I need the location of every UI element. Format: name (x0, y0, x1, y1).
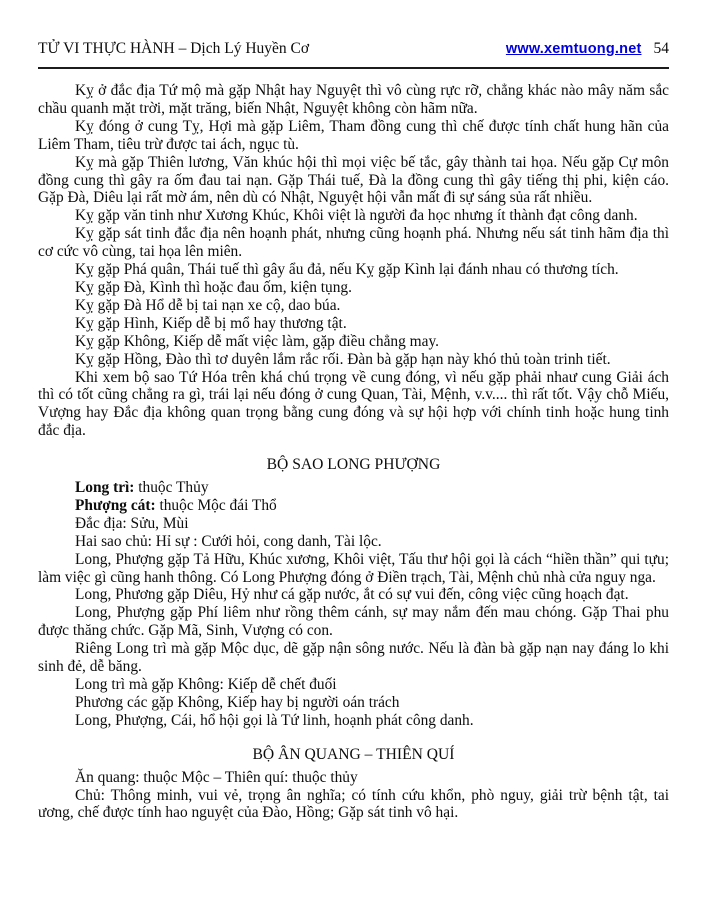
paragraph: Long trì: thuộc Thủy (75, 479, 209, 497)
paragraph: Kỵ gặp Không, Kiếp dễ mất việc làm, gặp điều chẳng may. (75, 332, 439, 350)
section-heading: BỘ SAO LONG PHƯỢNG (266, 456, 441, 474)
paragraph: Kỵ gặp Đà, Kình thì hoặc đau ốm, kiện tụng. (75, 278, 352, 296)
header-right (506, 40, 669, 58)
paragraph: Phương các gặp Không, Kiếp hay bị người oán trách (75, 693, 400, 711)
website-link[interactable]: www.xemtuong.net (505, 41, 642, 57)
paragraph: Ăn quang: thuộc Mộc – Thiên quí: thuộc thủy (75, 768, 358, 786)
paragraph: Long trì mà gặp Không: Kiếp dễ chết đuối (75, 676, 337, 693)
paragraph: Kỵ ở đắc địa Tứ mộ mà gặp Nhật hay Nguyệt thì vô cùng rực rỡ, chẳng khác nào mây năm sắc chầu quanh mặt trời, mặt trăng, biến Nhật, Nguyệt không còn hãm nữa. (38, 82, 669, 117)
book-title: TỬ VI THỰC HÀNH – Dịch Lý Huyền Cơ (38, 40, 310, 57)
section-heading: BỘ ÂN QUANG – THIÊN QUÍ (252, 745, 455, 763)
paragraph: Kỵ gặp Phá quân, Thái tuế thì gây ẩu đả, nếu Kỵ gặp Kình lại đánh nhau có thương tích. (75, 261, 619, 279)
paragraph: Kỵ gặp Hồng, Đào thì tơ duyên lắm rắc rối. Đàn bà gặp hạn này khó thủ toàn trinh tiết. (75, 350, 611, 368)
paragraph: Hai sao chủ: Hỉ sự : Cưới hỏi, cong danh, Tài lộc. (75, 532, 382, 550)
paragraph: Phượng cát: thuộc Mộc đái Thổ (75, 496, 277, 514)
paragraph: Kỵ gặp văn tinh như Xương Khúc, Khôi việt là người đa học nhưng ít thành đạt công danh. (75, 207, 638, 225)
paragraph: Đắc địa: Sửu, Mùi (75, 514, 189, 532)
header-divider (38, 67, 669, 69)
page-number: 54 (653, 40, 669, 57)
paragraph: Kỵ gặp sát tinh đắc địa nên hoạnh phát, nhưng cũng hoạnh phá. Nhưng nếu sát tinh hãm địa thì cơ cức vô cùng, tai họa lên miên. (38, 225, 669, 261)
paragraph: Long, Phượng gặp Phí liêm như rồng thêm cánh, sự may nắm đến mau chóng. Gặp Thai phu được thăng chức. Gặp Mã, Sinh, Vượng có con. (38, 604, 669, 640)
paragraph: Khi xem bộ sao Tứ Hóa trên khá chú trọng về cung đóng, vì nếu gặp phải nhaư cung Giải ách thì có tốt cũng chẳng ra gì, trái lại nếu đóng ở cung Quan, Tài, Mệnh, v.v.... thì rất tốt. Vậy chỗ Miếu, Vượng hay Đắc địa không quan trọng bằng cung đóng và sự hội hợp với chính tinh hoặc hung tinh đắc địa. (38, 368, 669, 440)
paragraph: Kỵ mà gặp Thiên lương, Văn khúc hội thì mọi việc bế tắc, gây thành tai họa. Nếu gặp Cự môn đồng cung thì gây ra ốm đau tai nạn. Gặp Thái tuế, Đà la đồng cung thì gây tiếng thị phi, kiện cáo. Gặp Đà, Diêu lại rất mờ ám, nên dù có Nhật, Nguyệt hội vẫn mất đi sự sáng sủa rất nhiều. (38, 153, 669, 207)
paragraph: Chủ: Thông minh, vui vẻ, trọng ân nghĩa; có tính cứu khổn, phò nguy, giải trừ bệnh tật, tai ương, chế được tính hao nguyệt của Đào, Hồng; Gặp sát tinh vô hại. (38, 786, 669, 822)
paragraph: Kỵ đóng ở cung Tỵ, Hợi mà gặp Liêm, Tham đồng cung thì chế được tính chất hung hãn của Liêm Tham, tiêu trừ được tai ách, ngục tù. (38, 117, 669, 153)
paragraph: Long, Phượng gặp Tả Hữu, Khúc xương, Khôi việt, Tấu thư hội gọi là cách “hiền thần” qui tựu; làm việc gì cũng hanh thông. Có Long Phượng đóng ở Điền trạch, Tài, Mệnh chủ nhà cửa nguy nga. (38, 550, 669, 586)
paragraph: Kỵ gặp Đà Hổ dễ bị tai nạn xe cộ, dao búa. (75, 296, 341, 314)
page-header (38, 40, 669, 58)
paragraph: Riêng Long trì mà gặp Mộc dục, dẽ gặp nận sông nước. Nếu là đàn bà gặp nạn nay đáng lo khi sinh đẻ, dễ băng. (38, 640, 669, 676)
paragraph: Long, Phương gặp Diêu, Hỷ như cá gặp nước, ắt có sự vui đến, công việc cũng hoạch đạt. (75, 586, 629, 604)
paragraph: Kỵ gặp Hình, Kiếp dễ bị mổ hay thương tật. (75, 314, 347, 332)
page-body (38, 82, 669, 822)
paragraph: Long, Phượng, Cái, hổ hội gọi là Tứ linh, hoạnh phát công danh. (75, 711, 474, 729)
